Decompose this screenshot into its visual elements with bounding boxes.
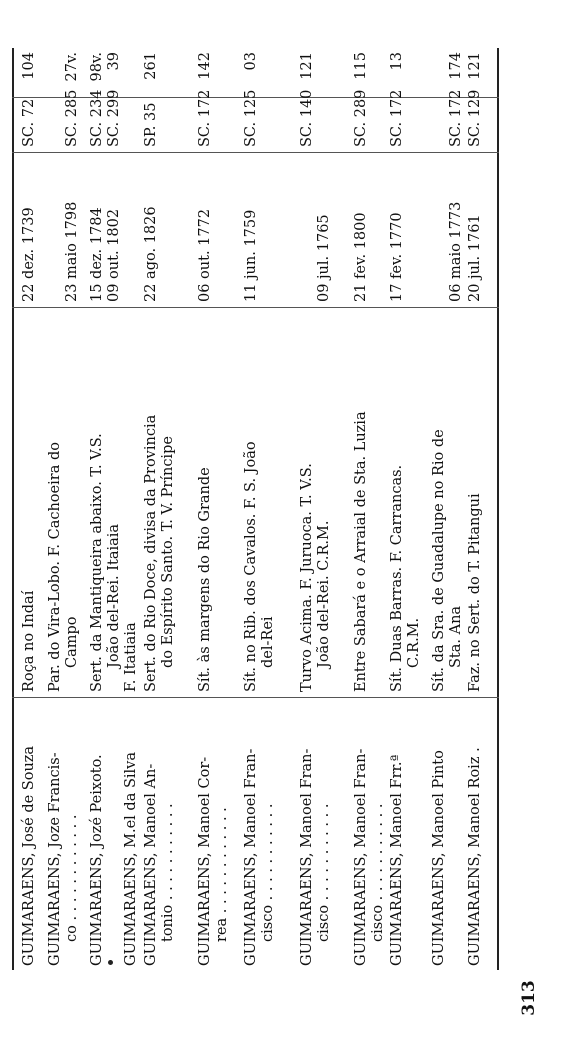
folio: 03 [243, 52, 259, 71]
folio: 13 [389, 52, 405, 71]
column-divider [12, 307, 499, 308]
grantee-name: GUIMARAENS, Manoel An- tonio . . . . . . . . . . . [143, 763, 176, 966]
folio: 174 [448, 52, 464, 80]
grant-date: 23 maio 1798 [64, 201, 80, 302]
table-top-rule [12, 48, 14, 970]
grant-date: 09 jul. 1765 [316, 214, 332, 302]
folio: 121 [299, 52, 315, 80]
grant-date: 15 dez. 1784 09 out. 1802 [89, 207, 122, 302]
archive-ref: SC. 172 [448, 89, 464, 147]
grantee-name: GUIMARAENS, M.el da Silva [123, 751, 139, 966]
archive-ref: SC. 289 [353, 89, 369, 147]
location: Sít. às margens do Rio Grande [197, 467, 213, 692]
archive-ref: SC. 172 [389, 89, 405, 147]
location: Sert. da Mantiqueira abaixo. T. V.S. João del-Rei. Itaiaia [89, 433, 122, 692]
grant-date: 22 ago. 1826 [143, 206, 159, 302]
grant-date: 21 fev. 1800 [353, 212, 369, 302]
location: Faz. no Sert. do T. Pitangui [467, 493, 483, 692]
grant-date: 17 fev. 1770 [389, 212, 405, 302]
location: Sít. no Rib. dos Cavalos. F. S. João del-Rei [243, 441, 276, 692]
grantee-name: GUIMARAENS, Joze Francis- co . . . . . . . . . . . . [47, 752, 80, 966]
grantee-name: GUIMARAENS, Jozé Peixoto. [89, 754, 105, 966]
archive-ref: SC. 140 [299, 89, 315, 147]
folio: 98v. 39 [89, 52, 122, 82]
grantee-name: GUIMARAENS, Manoel Fran- cisco . . . . . . . . . . . [299, 748, 332, 966]
location: Sert. do Rio Doce, divisa da Provincia do Espírito Santo. T. V. Príncipe [143, 414, 176, 692]
archive-ref: SC. 172 [197, 89, 213, 147]
folio: 142 [197, 52, 213, 80]
grant-date: 06 out. 1772 [197, 208, 213, 302]
grantee-name: GUIMARAENS, Manoel Roiz . [467, 747, 483, 966]
archive-ref: SC. 125 [243, 89, 259, 147]
margin-bullet [108, 960, 113, 965]
grant-date: 11 jun. 1759 [243, 209, 259, 302]
location: F. Itatiaia [123, 622, 139, 692]
folio: 121 [467, 52, 483, 80]
grantee-name: GUIMARAENS, José de Souza [21, 745, 37, 966]
folio: 115 [353, 52, 369, 80]
folio: 27v. [64, 52, 80, 82]
grantee-name: GUIMARAENS, Manoel Cor- rea . . . . . . . . . . . . [197, 756, 230, 966]
column-divider [12, 152, 499, 153]
archive-ref: SC. 234 SC. 299 [89, 89, 122, 147]
column-divider [12, 697, 499, 698]
folio: 104 [21, 52, 37, 80]
grant-date: 20 jul. 1761 [467, 214, 483, 302]
table-bottom-rule [497, 48, 499, 970]
grant-date: 22 dez. 1739 [21, 207, 37, 302]
location: Roça no Indaí [21, 590, 37, 692]
location: Entre Sabará e o Arraial de Sta. Luzia [353, 411, 369, 692]
grantee-name: GUIMARAENS, Manoel Fran- cisco . . . . . . . . . . . [353, 748, 386, 966]
location: Sít. da Sra. de Guadalupe no Rio de Sta. Ana [431, 429, 464, 692]
land-grant-table [7, 48, 507, 970]
grantee-name: GUIMARAENS, Manoel Pinto [431, 750, 447, 966]
archive-ref: SC. 129 [467, 89, 483, 147]
grantee-name: GUIMARAENS, Manoel Fran- cisco . . . . . . . . . . . [243, 748, 276, 966]
location: Sít. Duas Barras. F. Carrancas. C.R.M. [389, 464, 422, 692]
folio: 261 [143, 52, 159, 80]
page-number: 313 [518, 980, 539, 1016]
grantee-name: GUIMARAENS, Manoel Frr.ª [389, 754, 405, 966]
location: Turvo Acima. F. Juruoca. T. V.S. João del-Rei. C.R.M. [299, 463, 332, 692]
archive-ref: SP. 35 [143, 102, 159, 147]
archive-ref: SC. 285 [64, 89, 80, 147]
grant-date: 06 maio 1773 [448, 201, 464, 302]
location: Par. do Vira-Lobo. F. Cachoeira do Campo [47, 442, 80, 692]
archive-ref: SC. 72 [21, 98, 37, 147]
